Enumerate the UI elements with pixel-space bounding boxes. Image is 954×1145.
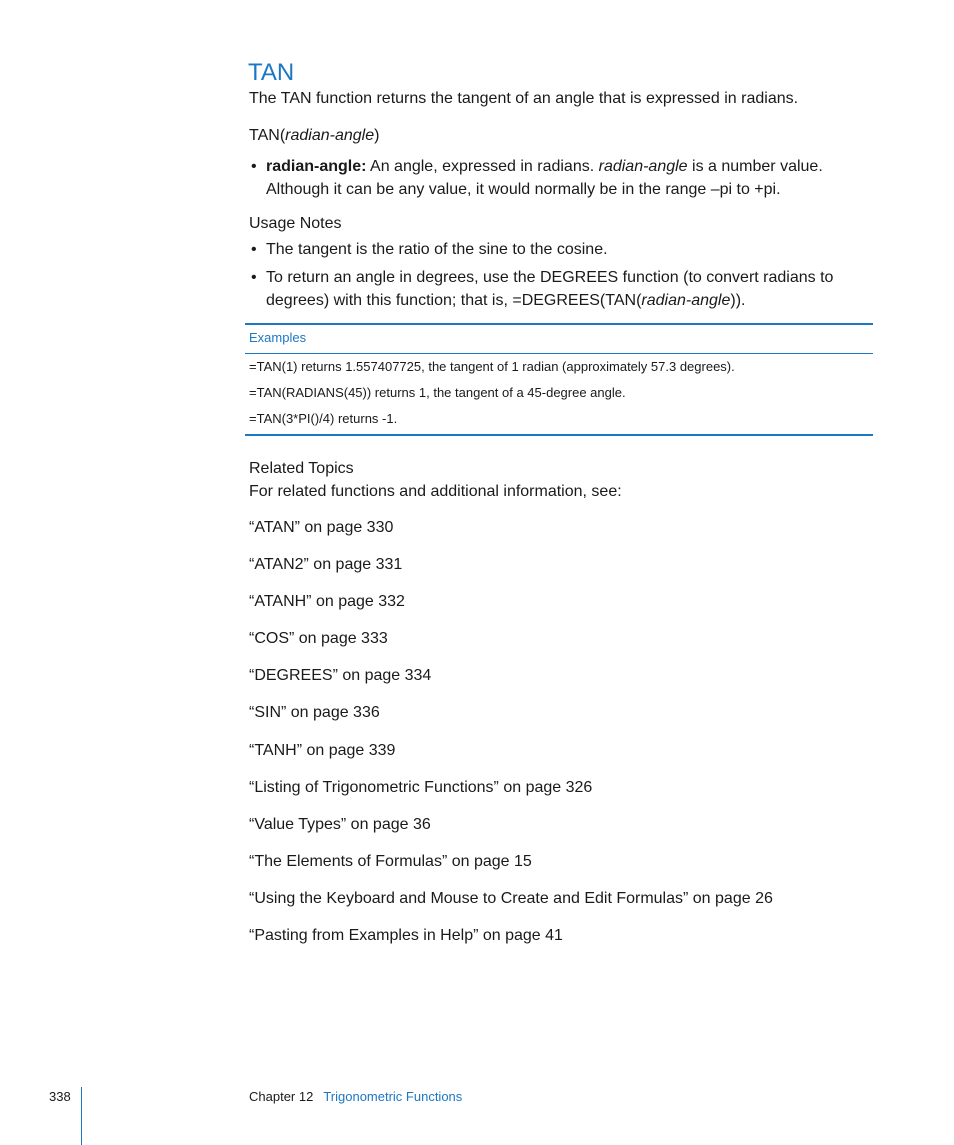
related-link-elements-of-formulas[interactable]: “The Elements of Formulas” on page 15 xyxy=(249,853,532,870)
syntax-open-paren: ( xyxy=(279,127,286,144)
argument-item xyxy=(249,155,869,201)
footer-chapter-title: Trigonometric Functions xyxy=(323,1089,463,1104)
footer-divider xyxy=(81,1087,82,1145)
related-link-pasting-examples[interactable]: “Pasting from Examples in Help” on page 41 xyxy=(249,927,563,944)
syntax-close-paren: ) xyxy=(374,127,380,144)
examples-top-rule xyxy=(245,323,873,325)
related-topics-intro: For related functions and additional information, see: xyxy=(249,483,622,500)
bullet-icon: • xyxy=(251,158,257,175)
related-link-value-types[interactable]: “Value Types” on page 36 xyxy=(249,816,431,833)
examples-header-rule xyxy=(245,353,873,354)
usage-notes-heading: Usage Notes xyxy=(249,215,342,232)
argument-text xyxy=(266,155,823,178)
page-number: 338 xyxy=(49,1089,71,1104)
argument-desc-italic: radian-angle xyxy=(598,158,688,175)
page-title: TAN xyxy=(248,59,295,86)
related-topics-heading: Related Topics xyxy=(249,460,354,477)
related-link-degrees[interactable]: “DEGREES” on page 334 xyxy=(249,667,432,684)
example-row: =TAN(1) returns 1.557407725, the tangent of 1 radian (approximately 57.3 degrees). xyxy=(249,359,735,374)
footer-chapter xyxy=(249,1088,462,1106)
usage-note-1-text: The tangent is the ratio of the sine to the cosine. xyxy=(266,241,608,258)
syntax-argument: radian-angle xyxy=(285,127,375,144)
related-link-sin[interactable]: “SIN” on page 336 xyxy=(249,704,380,721)
bullet-icon: • xyxy=(251,269,257,286)
usage-note-2-line2-part1: degrees) with this function; that is, =DEGREES(TAN( xyxy=(266,292,642,309)
examples-bottom-rule xyxy=(245,434,873,436)
related-link-atan[interactable]: “ATAN” on page 330 xyxy=(249,519,394,536)
usage-note-2-line2-part2: )). xyxy=(730,292,746,309)
argument-desc-1: An angle, expressed in radians. xyxy=(366,158,599,175)
related-link-atan2[interactable]: “ATAN2” on page 331 xyxy=(249,556,403,573)
related-link-listing[interactable]: “Listing of Trigonometric Functions” on page 326 xyxy=(249,779,593,796)
argument-desc-2: is a number value. xyxy=(687,158,823,175)
related-link-keyboard-mouse[interactable]: “Using the Keyboard and Mouse to Create and Edit Formulas” on page 26 xyxy=(249,890,773,907)
usage-note-2-line2 xyxy=(266,289,745,312)
footer-chapter-label: Chapter 12 xyxy=(249,1089,314,1104)
examples-label: Examples xyxy=(249,330,307,345)
related-link-cos[interactable]: “COS” on page 333 xyxy=(249,630,388,647)
related-link-tanh[interactable]: “TANH” on page 339 xyxy=(249,742,396,759)
usage-note-1 xyxy=(249,238,869,261)
example-row: =TAN(RADIANS(45)) returns 1, the tangent of a 45-degree angle. xyxy=(249,385,626,400)
related-link-atanh[interactable]: “ATANH” on page 332 xyxy=(249,593,405,610)
usage-note-2-line2-italic: radian-angle xyxy=(641,292,731,309)
usage-note-2 xyxy=(249,266,869,312)
syntax-function: TAN xyxy=(249,127,280,144)
usage-note-2-line1: To return an angle in degrees, use the DEGREES function (to convert radians to xyxy=(266,269,834,286)
syntax-line xyxy=(249,124,379,147)
example-row: =TAN(3*PI()/4) returns -1. xyxy=(249,411,398,426)
argument-desc-line2: Although it can be any value, it would normally be in the range –pi to +pi. xyxy=(266,181,781,198)
bullet-icon: • xyxy=(251,241,257,258)
intro-text: The TAN function returns the tangent of an angle that is expressed in radians. xyxy=(249,90,799,107)
argument-name: radian-angle: xyxy=(266,158,367,175)
